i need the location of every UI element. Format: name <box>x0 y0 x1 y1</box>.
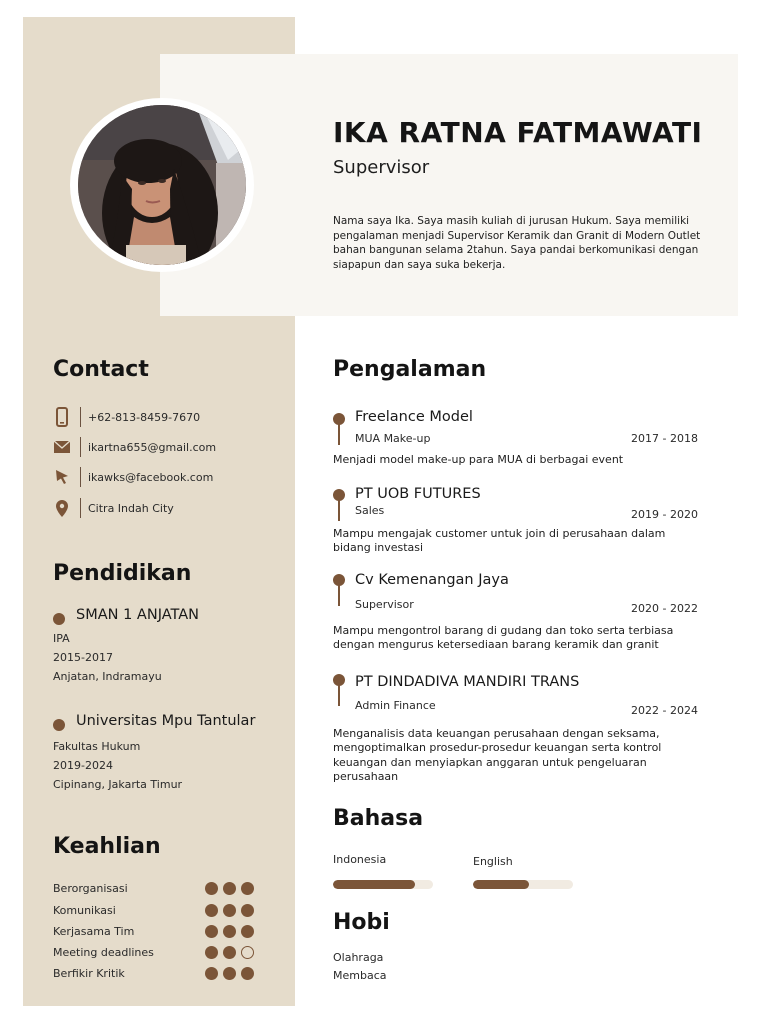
profile-photo-image <box>78 105 246 265</box>
education-heading: Pendidikan <box>53 561 192 586</box>
skill-dot-filled-icon <box>205 882 218 895</box>
cursor-icon <box>53 467 71 487</box>
contact-separator <box>80 437 81 457</box>
skills-heading: Keahlian <box>53 834 161 859</box>
contact-separator <box>80 407 81 427</box>
education-location: Anjatan, Indramayu <box>53 670 162 683</box>
skill-row <box>53 966 263 982</box>
experience-position: Supervisor <box>355 598 414 611</box>
bullet-icon <box>53 719 65 731</box>
skill-dot-filled-icon <box>223 925 236 938</box>
experience-description: Mampu mengontrol barang di gudang dan toko serta terbiasa dengan mengurus ketersediaan barang keramik dan granit <box>333 624 674 652</box>
skill-dot-filled-icon <box>241 967 254 980</box>
contact-email <box>53 437 283 457</box>
timeline-pin-icon <box>333 489 345 523</box>
education-school: Universitas Mpu Tantular <box>76 713 256 729</box>
contact-email-text: ikartna655@gmail.com <box>88 441 217 454</box>
skill-dot-filled-icon <box>241 904 254 917</box>
skill-dot-filled-icon <box>223 946 236 959</box>
language-bar-fill <box>473 880 529 889</box>
skill-name: Berorganisasi <box>53 882 128 895</box>
language-bar <box>333 880 433 889</box>
experience-company: Freelance Model <box>355 409 473 425</box>
experience-period: 2019 - 2020 <box>631 508 698 521</box>
contact-phone-text: +62-813-8459-7670 <box>88 411 201 424</box>
skill-dot-filled-icon <box>223 882 236 895</box>
timeline-pin-icon <box>333 674 345 708</box>
candidate-role: Supervisor <box>333 157 430 178</box>
email-icon <box>53 437 71 457</box>
skill-row <box>53 881 263 897</box>
skill-name: Berfikir Kritik <box>53 967 125 980</box>
skill-dot-filled-icon <box>241 882 254 895</box>
skill-dot-filled-icon <box>205 967 218 980</box>
language-bar-fill <box>333 880 415 889</box>
contact-separator <box>80 467 81 487</box>
skill-row <box>53 945 263 961</box>
language-name: Indonesia <box>333 853 387 866</box>
experience-company: PT UOB FUTURES <box>355 486 481 502</box>
hobby-item: Membaca <box>333 969 387 982</box>
languages-heading: Bahasa <box>333 806 424 831</box>
experience-description: Menganalisis data keuangan perusahaan dengan seksama, mengoptimalkan prosedur-prosedur keuangan serta kontrol keuangan dan menyiapkan anggaran untuk pengeluaran perusahaan <box>333 727 662 784</box>
contact-location-text: Citra Indah City <box>88 502 174 515</box>
skill-row <box>53 903 263 919</box>
education-school: SMAN 1 ANJATAN <box>76 607 200 623</box>
education-major: IPA <box>53 632 70 645</box>
hobby-item: Olahraga <box>333 951 384 964</box>
skill-row <box>53 924 263 940</box>
contact-location <box>53 498 283 518</box>
experience-period: 2020 - 2022 <box>631 602 698 615</box>
experience-period: 2022 - 2024 <box>631 704 698 717</box>
experience-position: MUA Make-up <box>355 432 431 445</box>
contact-separator <box>80 498 81 518</box>
contact-heading: Contact <box>53 357 149 382</box>
skill-name: Meeting deadlines <box>53 946 154 959</box>
about-text: Nama saya Ika. Saya masih kuliah di jurusan Hukum. Saya memiliki pengalaman menjadi Supervisor Keramik dan Granit di Modern Outlet bahan bangunan selama 2tahun. Saya pandai berkomunikasi dengan siapapun dan saya suka bekerja. <box>333 215 701 271</box>
skill-dot-filled-icon <box>205 925 218 938</box>
skill-dot-filled-icon <box>223 967 236 980</box>
language-name: English <box>473 855 513 868</box>
education-major: Fakultas Hukum <box>53 740 141 753</box>
experience-position: Sales <box>355 504 385 517</box>
experience-period: 2017 - 2018 <box>631 432 698 445</box>
language-bar <box>473 880 573 889</box>
timeline-pin-icon <box>333 413 345 447</box>
candidate-name: IKA RATNA FATMAWATI <box>333 116 703 149</box>
skill-name: Kerjasama Tim <box>53 925 135 938</box>
contact-facebook <box>53 467 283 487</box>
experience-heading: Pengalaman <box>333 357 487 382</box>
experience-description: Menjadi model make-up para MUA di berbagai event <box>333 453 624 466</box>
location-pin-icon <box>53 498 71 518</box>
education-years: 2015-2017 <box>53 651 113 664</box>
skill-dot-empty-icon <box>241 946 254 959</box>
contact-facebook-text: ikawks@facebook.com <box>88 471 214 484</box>
skill-dot-filled-icon <box>205 946 218 959</box>
hobbies-heading: Hobi <box>333 910 390 935</box>
skill-name: Komunikasi <box>53 904 116 917</box>
experience-company: PT DINDADIVA MANDIRI TRANS <box>355 674 580 690</box>
experience-position: Admin Finance <box>355 699 436 712</box>
education-location: Cipinang, Jakarta Timur <box>53 778 183 791</box>
education-years: 2019-2024 <box>53 759 113 772</box>
profile-photo <box>78 105 246 265</box>
skill-dot-filled-icon <box>205 904 218 917</box>
timeline-pin-icon <box>333 574 345 608</box>
bullet-icon <box>53 613 65 625</box>
skill-dot-filled-icon <box>241 925 254 938</box>
skill-dot-filled-icon <box>223 904 236 917</box>
contact-phone <box>53 407 283 427</box>
phone-icon <box>53 407 71 427</box>
experience-description: Mampu mengajak customer untuk join di perusahaan dalam bidang investasi <box>333 527 666 555</box>
experience-company: Cv Kemenangan Jaya <box>355 572 509 588</box>
